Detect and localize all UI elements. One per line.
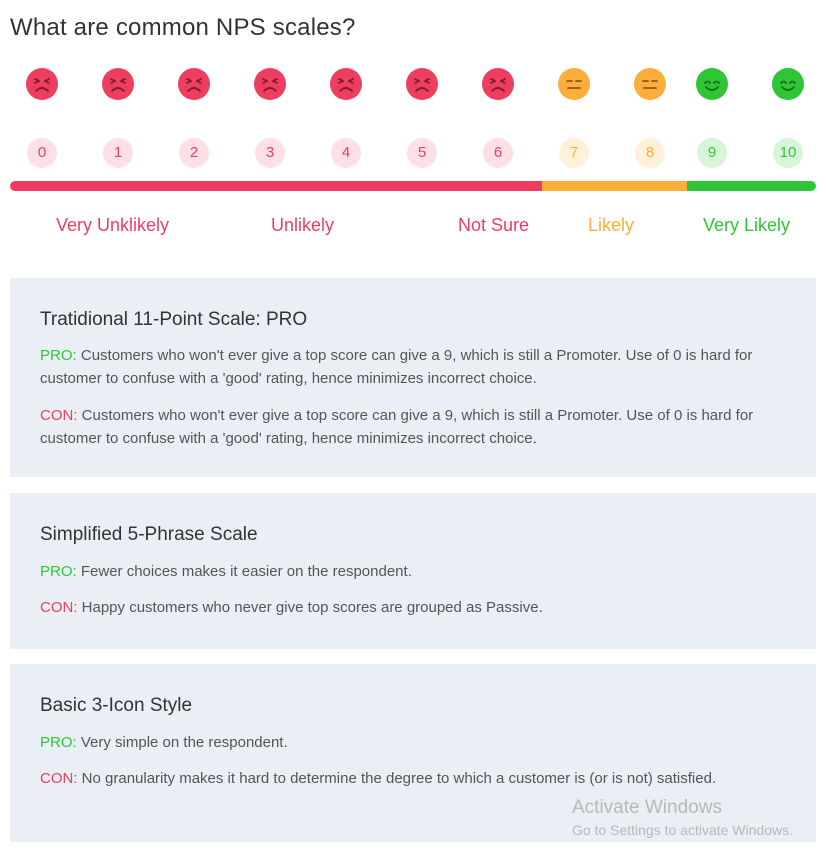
happy-face-icon: [772, 68, 804, 100]
pro-description: Customers who won't ever give a top score can give a 9, which is still a Promoter. Use of 0 is hard for customer to confuse with a 'good' rating, hence minimizes incorrect choice.: [40, 347, 753, 387]
activate-windows-watermark-subtitle: Go to Settings to activate Windows.: [572, 822, 793, 838]
label-very-likely: Very Likely: [703, 215, 791, 235]
score-7-badge: 7: [559, 138, 589, 168]
score-3-badge: 3: [255, 138, 285, 168]
sad-face-icon: [406, 68, 438, 100]
sad-face-icon: [330, 68, 362, 100]
score-number-row: [0, 138, 826, 168]
sad-face-icon: [102, 68, 134, 100]
con-label: CON:: [40, 407, 78, 424]
happy-face-icon: [696, 68, 728, 100]
con-label: CON:: [40, 770, 78, 787]
bar-segment-red: [10, 181, 542, 191]
neutral-face-icon: [558, 68, 590, 100]
label-unlikely: Unlikely: [271, 215, 335, 235]
score-2-badge: 2: [179, 138, 209, 168]
sad-face-icon: [482, 68, 514, 100]
bar-segment-orange: [542, 181, 687, 191]
score-4-badge: 4: [331, 138, 361, 168]
pro-label: PRO:: [40, 563, 77, 580]
pro-description: Fewer choices makes it easier on the respondent.: [76, 563, 412, 580]
score-9-badge: 9: [697, 138, 727, 168]
con-description: No granularity makes it hard to determine the degree to which a customer is (or is not) satisfied.: [77, 770, 717, 787]
label-likely: Likely: [588, 215, 635, 235]
activate-windows-watermark-title: Activate Windows: [572, 797, 722, 818]
pro-label: PRO:: [40, 347, 77, 364]
score-8-badge: 8: [635, 138, 665, 168]
label-not-sure: Not Sure: [458, 215, 530, 235]
card-pro-text: [40, 731, 790, 754]
label-very-unlikely: Very Unklikely: [56, 215, 170, 235]
card-con-text: [40, 404, 790, 450]
score-0-badge: 0: [27, 138, 57, 168]
card-pro-text: [40, 560, 790, 583]
card-con-text: [40, 767, 726, 790]
neutral-face-icon: [634, 68, 666, 100]
page-title: What are common NPS scales?: [10, 14, 356, 41]
score-color-bar: [10, 181, 816, 191]
emoji-face-row: [0, 68, 826, 104]
card-title: Basic 3-Icon Style: [40, 695, 193, 716]
con-description: Happy customers who never give top scores are grouped as Passive.: [77, 599, 543, 616]
card-con-text: [40, 596, 790, 619]
con-description: Customers who won't ever give a top score can give a 9, which is still a Promoter. Use of 0 is hard for customer to confuse with a 'good' rating, hence minimizes incorrect choice.: [40, 407, 754, 447]
pro-label: PRO:: [40, 734, 77, 751]
scale-card-5-phrase: [10, 493, 816, 649]
scale-card-11-point: [10, 278, 816, 477]
score-1-badge: 1: [103, 138, 133, 168]
card-pro-text: [40, 344, 790, 390]
sad-face-icon: [26, 68, 58, 100]
card-title: Tratidional 11-Point Scale: PRO: [40, 309, 308, 330]
con-label: CON:: [40, 599, 78, 616]
sad-face-icon: [254, 68, 286, 100]
card-title: Simplified 5-Phrase Scale: [40, 524, 258, 545]
pro-description: Very simple on the respondent.: [76, 734, 288, 751]
score-6-badge: 6: [483, 138, 513, 168]
sad-face-icon: [178, 68, 210, 100]
scale-label-row: [0, 215, 826, 241]
score-10-badge: 10: [773, 138, 803, 168]
bar-segment-green: [687, 181, 816, 191]
score-5-badge: 5: [407, 138, 437, 168]
